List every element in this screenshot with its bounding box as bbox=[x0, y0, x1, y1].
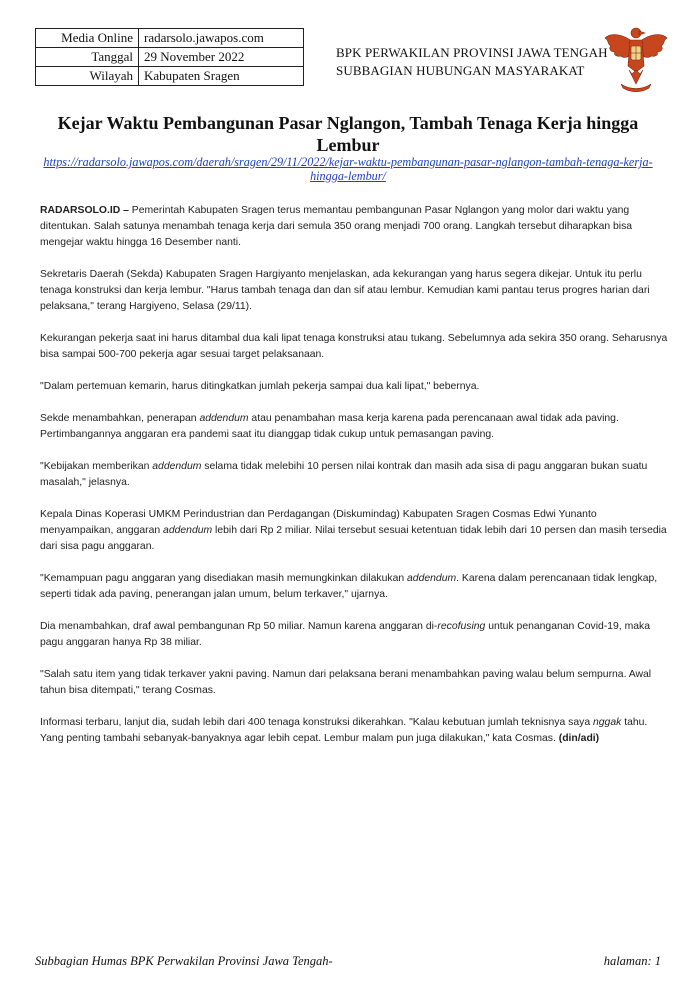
paragraph-3: Kekurangan pekerja saat ini harus ditambal dua kali lipat tenaga konstruksi atau tukang. Sebelumnya ada sekira 350 orang. Seharusnya bisa sampai 500-700 pekerja agar sesuai target pelaksanaan. bbox=[40, 333, 668, 360]
meta-region-value: Kabupaten Sragen bbox=[139, 67, 304, 86]
footer-page-number: halaman: 1 bbox=[603, 954, 661, 968]
paragraph-11 bbox=[40, 715, 671, 747]
meta-media-label: Media Online bbox=[36, 29, 139, 48]
paragraph-5 bbox=[40, 411, 671, 443]
paragraph-10: "Salah satu item yang tidak terkaver yakni paving. Namun dari pelaksana berani menambahkan paving walau belum sempurna. Awal tahun bisa ditempati," terang Cosmas. bbox=[40, 669, 652, 696]
paragraph-2: Sekretaris Daerah (Sekda) Kabupaten Sragen Hargiyanto menjelaskan, ada kekurangan yang harus segera dikejar. Untuk itu perlu tenaga konstruksi dan kerja lembur. "Harus tambah tenaga dan dan sif atau lembur. Kemudian kami pantau terus progres harian dari pelaksana," terang Hargiyeno, Selasa (29/11). bbox=[40, 269, 650, 312]
meta-row-media bbox=[36, 29, 304, 48]
paragraph-1 bbox=[40, 203, 671, 251]
meta-row-region bbox=[36, 67, 304, 86]
org-line-2: SUBBAGIAN HUBUNGAN MASYARAKAT bbox=[336, 63, 585, 78]
byline: (din/adi) bbox=[558, 733, 600, 744]
paragraph-8-a: "Kemampuan pagu anggaran yang disediakan masih memungkinkan dilakukan bbox=[40, 573, 408, 584]
paragraph-8-b: . Karena dalam perencanaan tidak lengkap, seperti tidak ada paving, penerangan jalan umum, belum terkaver," ujarnya. bbox=[40, 573, 658, 600]
paragraph-5-em: addendum bbox=[199, 413, 249, 424]
paragraph-9 bbox=[40, 619, 671, 651]
paragraph-8-em: addendum bbox=[407, 573, 457, 584]
paragraph-11-b: tahu. Yang penting tambahi sebanyak-banyaknya agar lebih cepat. Lembur malam pun juga dilakukan," kata Cosmas. bbox=[40, 717, 648, 744]
meta-table bbox=[35, 28, 304, 86]
paragraph-8 bbox=[40, 571, 671, 603]
paragraph-5-b: atau penambahan masa kerja karena pada perencanaan awal tidak ada paving. Pertimbangannya anggaran era pandemi saat itu dianggap tidak cukup untuk pemasangan paving. bbox=[40, 413, 619, 440]
paragraph-7-b: lebih dari Rp 2 miliar. Nilai tersebut sesuai ketentuan tidak lebih dari 10 persen dan masih tersedia dari sisa pagu anggaran. bbox=[40, 525, 667, 552]
paragraph-9-a: Dia menambahkan, draf awal pembangunan Rp 50 miliar. Namun karena anggaran di- bbox=[40, 621, 438, 632]
garuda-emblem-icon bbox=[603, 24, 669, 94]
paragraph-6 bbox=[40, 459, 671, 491]
article-url-link[interactable]: https://radarsolo.jawapos.com/daerah/sragen/29/11/2022/kejar-waktu-pembangunan-pasar-nglangon-tambah-tenaga-kerja-hingga-lembur/ bbox=[43, 155, 653, 183]
org-heading bbox=[336, 44, 608, 80]
meta-region-label: Wilayah bbox=[36, 67, 139, 86]
paragraph-7 bbox=[40, 507, 671, 555]
paragraph-9-b: untuk penanganan Covid-19, maka pagu anggaran hanya Rp 38 miliar. bbox=[40, 621, 650, 648]
meta-row-date bbox=[36, 48, 304, 67]
lead-dateline: RADARSOLO.ID – bbox=[40, 205, 129, 216]
paragraph-6-em: addendum bbox=[152, 461, 202, 472]
article-title: Kejar Waktu Pembangunan Pasar Nglangon, Tambah Tenaga Kerja hingga Lembur bbox=[57, 113, 639, 155]
article-body bbox=[40, 203, 671, 763]
paragraph-1-text: Pemerintah Kabupaten Sragen terus memantau pembangunan Pasar Nglangon yang molor dari waktu yang ditentukan. Salah satunya menambah tenaga kerja dari semula 350 orang menjadi 700 orang. Langkah tersebut diharapkan bisa mengejar waktu hingga 16 Desember nanti. bbox=[40, 205, 633, 248]
paragraph-11-a: Informasi terbaru, lanjut dia, sudah lebih dari 400 tenaga konstruksi dikerahkan. "Kalau kebutuan jumlah teknisnya saya bbox=[40, 717, 593, 728]
paragraph-7-a: Kepala Dinas Koperasi UMKM Perindustrian dan Perdagangan (Diskumindag) Kabupaten Sragen Cosmas Edwi Yunanto menyampaikan, anggaran bbox=[40, 509, 597, 536]
paragraph-9-em: recofusing bbox=[437, 621, 486, 632]
meta-date-value: 29 November 2022 bbox=[139, 48, 304, 67]
paragraph-11-em: nggak bbox=[593, 717, 622, 728]
paragraph-6-a: "Kebijakan memberikan bbox=[40, 461, 153, 472]
paragraph-6-b: selama tidak melebihi 10 persen nilai kontrak dan masih ada sisa di pagu anggaran bukan suatu masalah," jelasnya. bbox=[40, 461, 648, 488]
meta-date-label: Tanggal bbox=[36, 48, 139, 67]
paragraph-5-a: Sekde menambahkan, penerapan bbox=[40, 413, 200, 424]
paragraph-7-em: addendum bbox=[163, 525, 213, 536]
paragraph-4: "Dalam pertemuan kemarin, harus ditingkatkan jumlah pekerja sampai dua kali lipat," bebernya. bbox=[40, 381, 480, 392]
footer-department: Subbagian Humas BPK Perwakilan Provinsi Jawa Tengah- bbox=[35, 954, 333, 968]
meta-media-value: radarsolo.jawapos.com bbox=[139, 29, 304, 48]
org-line-1: BPK PERWAKILAN PROVINSI JAWA TENGAH bbox=[336, 45, 608, 60]
